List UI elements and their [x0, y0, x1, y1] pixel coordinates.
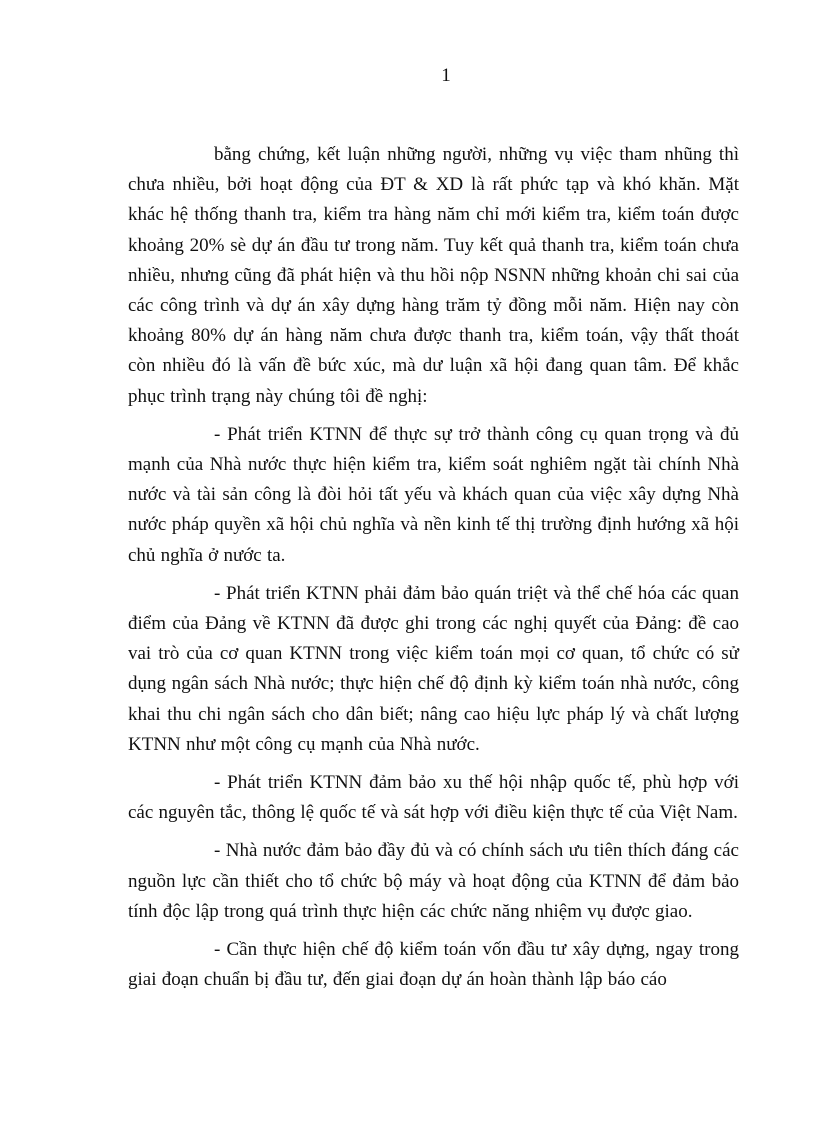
page-number: 1: [441, 65, 451, 86]
paragraph-proposal-4: - Nhà nước đảm bảo đầy đủ và có chính sách ưu tiên thích đáng các nguồn lực cần thiết cho tổ chức bộ máy và hoạt động của KTNN để đảm bảo tính độc lập trong quá trình thực hiện các chức năng nhiệm vụ được giao.: [128, 840, 739, 922]
paragraph-intro: bằng chứng, kết luận những người, những vụ việc tham nhũng thì chưa nhiều, bởi hoạt động của ĐT & XD là rất phức tạp và khó khăn. Mặt khác hệ thống thanh tra, kiểm tra hàng năm chỉ mới kiểm tra, kiểm toán được khoảng 20% sè dự án đầu tư trong năm. Tuy kết quả thanh tra, kiểm toán chưa nhiều, nhưng cũng đã phát hiện và thu hồi nộp NSNN những khoản chi sai của các công trình và dự án xây dựng hàng trăm tỷ đồng mỗi năm. Hiện nay còn khoảng 80% dự án hàng năm chưa được thanh tra, kiểm toán, vậy thất thoát còn nhiều đó là vấn đề bức xúc, mà dư luận xã hội đang quan tâm. Để khắc phục trình trạng này chúng tôi đề nghị:: [128, 144, 739, 407]
paragraph-proposal-5: - Cần thực hiện chế độ kiểm toán vốn đầu tư xây dựng, ngay trong giai đoạn chuẩn bị đầu tư, đến giai đoạn dự án hoàn thành lập báo cáo: [128, 939, 739, 991]
paragraph-proposal-3: - Phát triển KTNN đảm bảo xu thế hội nhập quốc tế, phù hợp với các nguyên tắc, thông lệ quốc tế và sát hợp với điều kiện thực tế của Việt Nam.: [128, 772, 739, 824]
document-body: [128, 140, 739, 995]
paragraph-proposal-1: - Phát triển KTNN để thực sự trở thành công cụ quan trọng và đủ mạnh của Nhà nước thực hiện kiểm tra, kiểm soát nghiêm ngặt tài chính Nhà nước và tài sản công là đòi hỏi tất yếu và khách quan của việc xây dựng Nhà nước pháp quyền xã hội chủ nghĩa và nền kinh tế thị trường định hướng xã hội chủ nghĩa ở nước ta.: [128, 423, 739, 566]
paragraph-proposal-2: - Phát triển KTNN phải đảm bảo quán triệt và thể chế hóa các quan điểm của Đảng về KTNN đã được ghi trong các nghị quyết của Đảng: đề cao vai trò của cơ quan KTNN trong việc kiểm toán mọi cơ quan, tổ chức có sử dụng ngân sách Nhà nước; thực hiện chế độ định kỳ kiểm toán nhà nước, công khai thu chi ngân sách cho dân biết; nâng cao hiệu lực pháp lý và chất lượng KTNN như một công cụ mạnh của Nhà nước.: [128, 582, 739, 755]
